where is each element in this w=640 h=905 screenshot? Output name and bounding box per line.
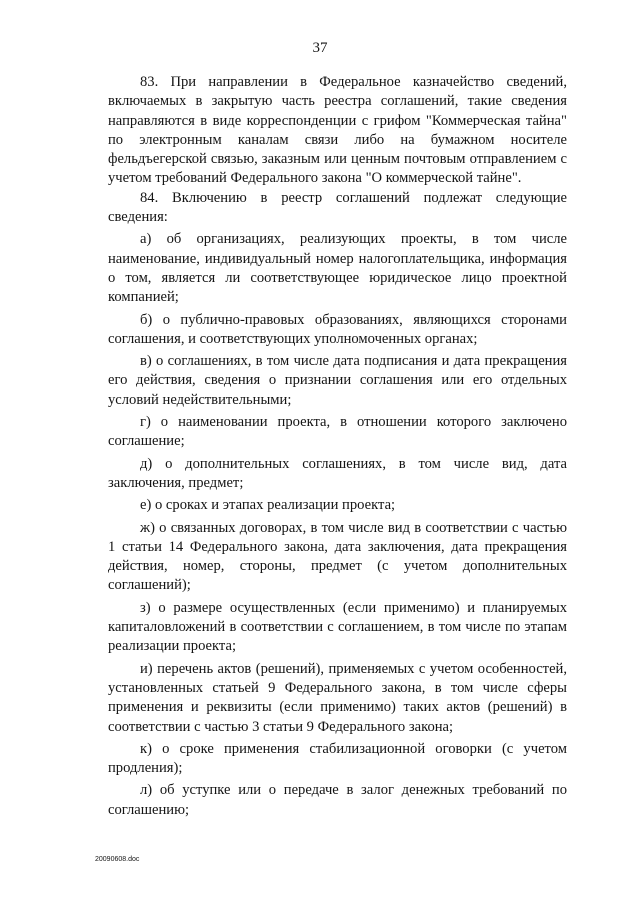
list-item-b: б) о публично-правовых образованиях, являющихся сторонами соглашения, и соответствующих уполномоченных органах;: [108, 311, 567, 347]
list-item-l: л) об уступке или о передаче в залог денежных требований по соглашению;: [108, 782, 567, 818]
list-item-d: д) о дополнительных соглашениях, в том числе вид, дата заключения, предмет;: [108, 455, 567, 491]
list-item-zh: ж) о связанных договорах, в том числе вид в соответствии с частью 1 статьи 14 Федерального закона, дата заключения, дата прекращения действия, номер, стороны, предмет (с учетом дополнительных соглашений);: [108, 519, 567, 594]
list-item-a: а) об организациях, реализующих проекты, в том числе наименование, индивидуальный номер налогоплательщика, информация о том, является ли соответствующее юридическое лицо проектной компанией;: [108, 231, 567, 306]
document-body: [108, 73, 567, 823]
list-item-z: з) о размере осуществленных (если применимо) и планируемых капиталовложений в соответствии с соглашением, в том числе по этапам реализации проекта;: [108, 599, 567, 655]
list-item-i: и) перечень актов (решений), применяемых с учетом особенностей, установленных статьей 9 Федерального закона, в том числе сферы применения и реквизиты (если применимо) таких актов (решений) в соответствии с частью 3 статьи 9 Федерального закона;: [108, 660, 567, 735]
list-item-g: г) о наименовании проекта, в отношении которого заключено соглашение;: [108, 414, 567, 450]
paragraph-83: 83. При направлении в Федеральное казначейство сведений, включаемых в закрытую часть реестра соглашений, такие сведения направляются в виде корреспонденции с грифом "Коммерческая тайна" по электронным каналам связи либо на бумажном носителе фельдъегерской связью, заказным или ценным почтовым отправлением с учетом требований Федерального закона "О коммерческой тайне".: [108, 74, 567, 187]
list-item-v: в) о соглашениях, в том числе дата подписания и дата прекращения его действия, сведения о признании соглашения или его отдельных условий недействительными;: [108, 353, 567, 408]
footer-file-code: 20090608.doc: [95, 856, 140, 863]
paragraph-84: 84. Включению в реестр соглашений подлежат следующие сведения:: [108, 189, 567, 226]
page-number: 37: [312, 40, 328, 56]
list-item-k: к) о сроке применения стабилизационной оговорки (с учетом продления);: [108, 740, 567, 777]
list-item-e: е) о сроках и этапах реализации проекта;: [140, 497, 396, 514]
